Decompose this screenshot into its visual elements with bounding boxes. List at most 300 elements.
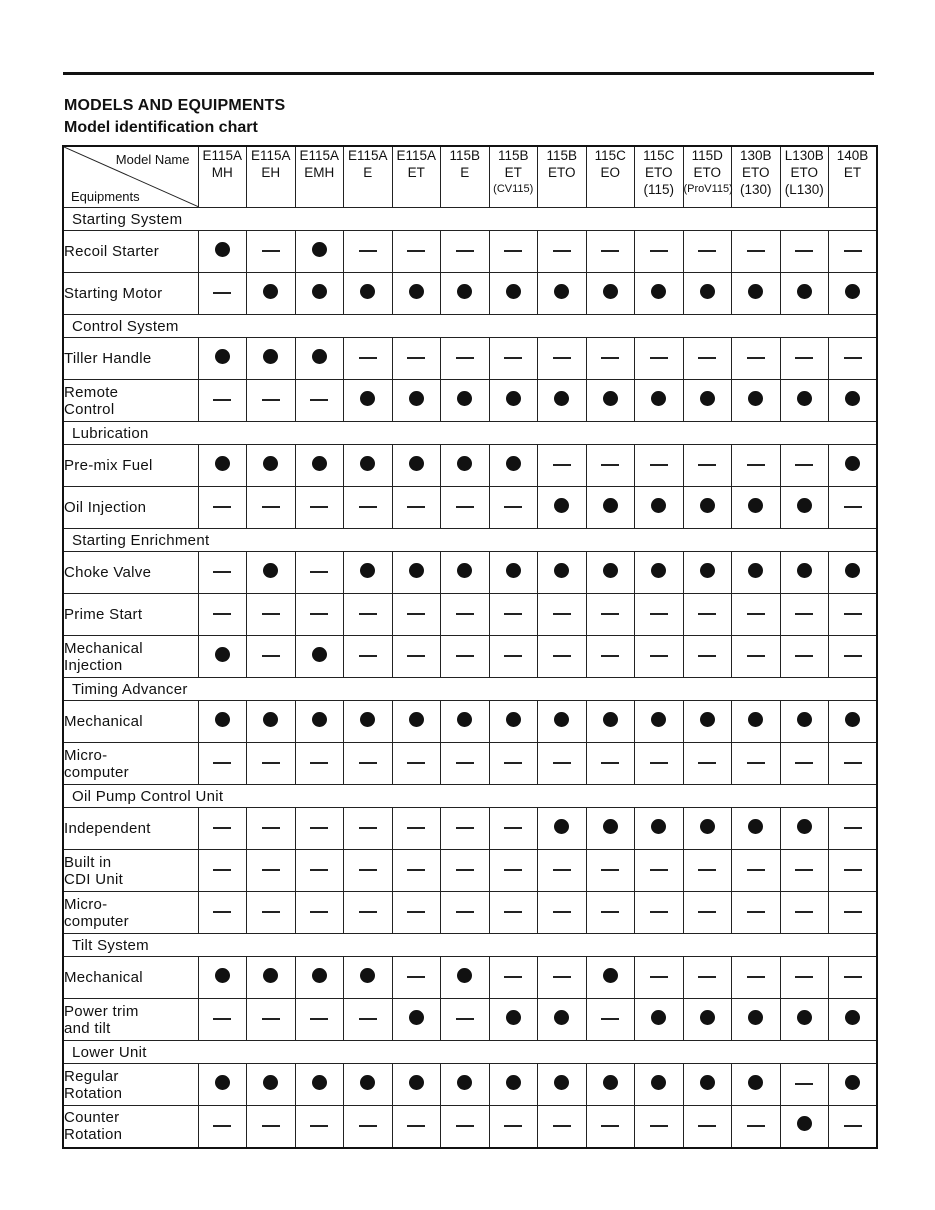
equipment-cell	[635, 273, 684, 315]
not-equipped-dash-icon	[504, 655, 522, 657]
section-title: Timing Advancer	[63, 678, 877, 701]
equipped-dot-icon	[845, 1075, 860, 1090]
equipment-cell	[295, 999, 344, 1041]
equipment-cell	[732, 892, 781, 934]
equipment-row	[63, 1106, 877, 1148]
equipment-row	[63, 338, 877, 380]
equipped-dot-icon	[748, 1075, 763, 1090]
equipped-dot-icon	[215, 647, 230, 662]
equipment-cell	[635, 338, 684, 380]
equipment-row	[63, 636, 877, 678]
equipment-cell	[780, 892, 829, 934]
equipment-cell	[247, 1106, 296, 1148]
equipment-cell	[295, 892, 344, 934]
not-equipped-dash-icon	[747, 976, 765, 978]
equipment-cell	[732, 808, 781, 850]
equipment-cell	[829, 445, 878, 487]
equipment-cell	[732, 701, 781, 743]
equipment-label	[63, 1106, 198, 1148]
equipment-cell	[392, 338, 441, 380]
equipped-dot-icon	[312, 284, 327, 299]
not-equipped-dash-icon	[310, 827, 328, 829]
not-equipped-dash-icon	[747, 1125, 765, 1127]
equipped-dot-icon	[603, 563, 618, 578]
equipment-cell	[198, 273, 247, 315]
equipped-dot-icon	[603, 498, 618, 513]
equipment-cell	[732, 1064, 781, 1106]
not-equipped-dash-icon	[553, 250, 571, 252]
equipment-label	[63, 743, 198, 785]
equipment-label-line: Mechanical	[64, 639, 143, 657]
equipment-cell	[489, 380, 538, 422]
equipment-cell	[489, 487, 538, 529]
model-name-line: EMH	[304, 165, 335, 180]
equipped-dot-icon	[651, 819, 666, 834]
equipment-cell	[247, 338, 296, 380]
not-equipped-dash-icon	[407, 762, 425, 764]
equipment-cell	[635, 808, 684, 850]
equipment-label	[63, 380, 198, 422]
equipment-cell	[344, 636, 393, 678]
not-equipped-dash-icon	[698, 464, 716, 466]
equipped-dot-icon	[263, 456, 278, 471]
section-row	[63, 1041, 877, 1064]
not-equipped-dash-icon	[553, 464, 571, 466]
not-equipped-dash-icon	[747, 655, 765, 657]
model-header-7	[489, 146, 538, 208]
equipment-cell	[441, 850, 490, 892]
model-header-1	[198, 146, 247, 208]
not-equipped-dash-icon	[456, 911, 474, 913]
not-equipped-dash-icon	[359, 1018, 377, 1020]
equipped-dot-icon	[797, 712, 812, 727]
not-equipped-dash-icon	[213, 1125, 231, 1127]
not-equipped-dash-icon	[844, 613, 862, 615]
not-equipped-dash-icon	[698, 1125, 716, 1127]
model-header-5	[392, 146, 441, 208]
page-title: MODELS AND EQUIPMENTS	[64, 97, 286, 114]
equipment-label	[63, 487, 198, 529]
equipped-dot-icon	[748, 498, 763, 513]
not-equipped-dash-icon	[553, 869, 571, 871]
equipment-cell	[732, 231, 781, 273]
equipment-label	[63, 1064, 198, 1106]
not-equipped-dash-icon	[601, 464, 619, 466]
equipment-cell	[732, 445, 781, 487]
equipment-label-line: Pre-mix Fuel	[64, 457, 153, 474]
equipment-cell	[392, 957, 441, 999]
not-equipped-dash-icon	[747, 911, 765, 913]
not-equipped-dash-icon	[504, 911, 522, 913]
equipment-row	[63, 808, 877, 850]
equipment-row	[63, 1064, 877, 1106]
not-equipped-dash-icon	[747, 250, 765, 252]
equipment-cell	[635, 231, 684, 273]
equipment-cell	[344, 445, 393, 487]
equipped-dot-icon	[554, 1075, 569, 1090]
equipment-cell	[635, 636, 684, 678]
equipment-cell	[295, 808, 344, 850]
equipment-cell	[780, 552, 829, 594]
not-equipped-dash-icon	[698, 357, 716, 359]
not-equipped-dash-icon	[504, 762, 522, 764]
not-equipped-dash-icon	[359, 869, 377, 871]
not-equipped-dash-icon	[504, 1125, 522, 1127]
equipped-dot-icon	[554, 284, 569, 299]
equipped-dot-icon	[797, 1010, 812, 1025]
equipment-cell	[732, 636, 781, 678]
model-name-line: (115)	[643, 182, 674, 197]
equipped-dot-icon	[312, 968, 327, 983]
header-corner-cell	[63, 146, 198, 208]
equipped-dot-icon	[263, 968, 278, 983]
equipment-cell	[295, 594, 344, 636]
not-equipped-dash-icon	[456, 762, 474, 764]
equipped-dot-icon	[312, 1075, 327, 1090]
not-equipped-dash-icon	[795, 976, 813, 978]
equipment-cell	[392, 808, 441, 850]
equipment-label-line: Built in	[64, 853, 112, 871]
equipment-cell	[489, 743, 538, 785]
equipment-cell	[780, 445, 829, 487]
model-name-line: ET	[504, 165, 522, 180]
model-name-line: 140B	[836, 148, 869, 163]
not-equipped-dash-icon	[553, 976, 571, 978]
equipment-cell	[683, 743, 732, 785]
not-equipped-dash-icon	[262, 762, 280, 764]
not-equipped-dash-icon	[601, 613, 619, 615]
equipped-dot-icon	[215, 712, 230, 727]
equipment-cell	[392, 231, 441, 273]
not-equipped-dash-icon	[359, 613, 377, 615]
equipment-cell	[392, 636, 441, 678]
model-name-line: ET	[407, 165, 425, 180]
equipment-cell	[247, 636, 296, 678]
equipped-dot-icon	[312, 647, 327, 662]
not-equipped-dash-icon	[504, 357, 522, 359]
equipment-cell	[635, 445, 684, 487]
not-equipped-dash-icon	[359, 250, 377, 252]
not-equipped-dash-icon	[213, 869, 231, 871]
not-equipped-dash-icon	[456, 827, 474, 829]
equipped-dot-icon	[845, 563, 860, 578]
equipped-dot-icon	[748, 819, 763, 834]
equipment-cell	[489, 594, 538, 636]
equipment-cell	[441, 445, 490, 487]
not-equipped-dash-icon	[310, 399, 328, 401]
not-equipped-dash-icon	[601, 1018, 619, 1020]
equipped-dot-icon	[748, 563, 763, 578]
equipment-label	[63, 808, 198, 850]
equipment-cell	[392, 999, 441, 1041]
equipment-cell	[683, 850, 732, 892]
equipment-cell	[295, 487, 344, 529]
model-name-line: E	[460, 165, 470, 180]
equipment-cell	[198, 487, 247, 529]
equipment-cell	[441, 701, 490, 743]
equipment-cell	[489, 273, 538, 315]
model-name-line: ET	[843, 165, 862, 180]
equipped-dot-icon	[312, 242, 327, 257]
equipped-dot-icon	[360, 284, 375, 299]
equipment-row	[63, 231, 877, 273]
equipment-cell	[538, 273, 587, 315]
equipment-label	[63, 850, 198, 892]
model-name-line: ETO	[741, 165, 770, 180]
equipment-cell	[586, 999, 635, 1041]
equipment-cell	[198, 1106, 247, 1148]
model-name-line: (CV115)	[493, 183, 534, 195]
equipment-cell	[247, 743, 296, 785]
equipped-dot-icon	[360, 712, 375, 727]
model-name-line: E	[363, 165, 373, 180]
equipment-cell	[586, 1064, 635, 1106]
equipment-cell	[538, 743, 587, 785]
not-equipped-dash-icon	[650, 911, 668, 913]
not-equipped-dash-icon	[553, 762, 571, 764]
equipment-cell	[198, 594, 247, 636]
equipment-row	[63, 594, 877, 636]
equipment-cell	[392, 1064, 441, 1106]
equipment-cell	[295, 380, 344, 422]
equipment-row	[63, 445, 877, 487]
chart-subtitle: Model identification chart	[64, 119, 258, 136]
model-name-line: ETO	[790, 165, 818, 180]
model-header-12	[732, 146, 781, 208]
not-equipped-dash-icon	[213, 571, 231, 573]
equipment-label-line: Oil Injection	[64, 499, 147, 516]
equipment-cell	[344, 231, 393, 273]
equipment-label	[63, 636, 198, 678]
not-equipped-dash-icon	[601, 762, 619, 764]
not-equipped-dash-icon	[262, 869, 280, 871]
not-equipped-dash-icon	[650, 762, 668, 764]
equipped-dot-icon	[215, 1075, 230, 1090]
equipment-cell	[538, 636, 587, 678]
equipment-label-line: computer	[64, 912, 129, 930]
equipment-cell	[344, 487, 393, 529]
equipment-label-line: CDI Unit	[64, 870, 124, 888]
equipment-cell	[635, 594, 684, 636]
equipment-cell	[635, 487, 684, 529]
not-equipped-dash-icon	[844, 869, 862, 871]
equipped-dot-icon	[215, 349, 230, 364]
equipped-dot-icon	[457, 712, 472, 727]
not-equipped-dash-icon	[310, 869, 328, 871]
equipment-cell	[683, 552, 732, 594]
equipped-dot-icon	[651, 391, 666, 406]
equipment-cell	[198, 743, 247, 785]
not-equipped-dash-icon	[844, 827, 862, 829]
equipment-cell	[489, 338, 538, 380]
equipped-dot-icon	[409, 712, 424, 727]
equipment-cell	[780, 231, 829, 273]
not-equipped-dash-icon	[504, 250, 522, 252]
equipment-label	[63, 957, 198, 999]
equipment-cell	[732, 957, 781, 999]
equipped-dot-icon	[603, 819, 618, 834]
equipped-dot-icon	[409, 563, 424, 578]
equipment-cell	[295, 445, 344, 487]
not-equipped-dash-icon	[601, 1125, 619, 1127]
equipment-cell	[780, 743, 829, 785]
not-equipped-dash-icon	[795, 869, 813, 871]
equipped-dot-icon	[215, 242, 230, 257]
equipment-label-line: computer	[64, 763, 129, 781]
equipment-label-line: Prime Start	[64, 606, 143, 623]
equipped-dot-icon	[457, 284, 472, 299]
equipment-cell	[829, 1064, 878, 1106]
equipment-cell	[295, 957, 344, 999]
equipment-cell	[732, 380, 781, 422]
equipment-label-line: Remote	[64, 383, 119, 401]
not-equipped-dash-icon	[407, 827, 425, 829]
equipped-dot-icon	[554, 563, 569, 578]
not-equipped-dash-icon	[844, 762, 862, 764]
equipment-cell	[198, 892, 247, 934]
model-name-label: Model Name	[115, 152, 190, 167]
not-equipped-dash-icon	[650, 976, 668, 978]
model-name-line: EH	[261, 165, 281, 180]
section-row	[63, 208, 877, 231]
not-equipped-dash-icon	[795, 655, 813, 657]
equipment-label	[63, 552, 198, 594]
equipment-cell	[586, 338, 635, 380]
not-equipped-dash-icon	[456, 1125, 474, 1127]
equipment-cell	[441, 957, 490, 999]
equipped-dot-icon	[263, 563, 278, 578]
equipped-dot-icon	[603, 1075, 618, 1090]
equipment-label	[63, 231, 198, 273]
model-header-11	[683, 146, 732, 208]
not-equipped-dash-icon	[698, 762, 716, 764]
not-equipped-dash-icon	[698, 976, 716, 978]
equipment-cell	[392, 273, 441, 315]
equipment-cell	[489, 445, 538, 487]
equipment-label-line: Power trim	[64, 1002, 139, 1020]
equipment-cell	[538, 338, 587, 380]
equipment-cell	[489, 850, 538, 892]
equipped-dot-icon	[409, 1010, 424, 1025]
equipment-cell	[732, 487, 781, 529]
model-header-9	[586, 146, 635, 208]
equipment-label-line: Mechanical	[64, 969, 143, 986]
not-equipped-dash-icon	[795, 464, 813, 466]
equipment-cell	[586, 808, 635, 850]
equipment-cell	[683, 273, 732, 315]
equipped-dot-icon	[554, 1010, 569, 1025]
equipment-cell	[829, 701, 878, 743]
equipped-dot-icon	[700, 819, 715, 834]
equipment-cell	[829, 999, 878, 1041]
equipment-cell	[829, 957, 878, 999]
equipment-label-line: Micro-	[64, 895, 108, 913]
equipment-label-line: Counter	[64, 1109, 120, 1127]
equipment-cell	[198, 850, 247, 892]
equipment-cell	[538, 850, 587, 892]
model-header-14	[829, 146, 878, 208]
equipment-cell	[683, 338, 732, 380]
equipment-label-line: Rotation	[64, 1126, 123, 1144]
equipment-cell	[829, 552, 878, 594]
not-equipped-dash-icon	[601, 357, 619, 359]
equipment-cell	[392, 892, 441, 934]
equipment-label	[63, 338, 198, 380]
model-name-line: E115A	[250, 148, 291, 163]
not-equipped-dash-icon	[213, 762, 231, 764]
model-name-line: 115C	[594, 148, 626, 163]
equipment-cell	[295, 231, 344, 273]
not-equipped-dash-icon	[407, 506, 425, 508]
equipment-cell	[732, 338, 781, 380]
equipped-dot-icon	[506, 284, 521, 299]
equipment-cell	[295, 636, 344, 678]
equipment-cell	[247, 445, 296, 487]
model-name-line: 115B	[546, 148, 578, 163]
equipment-cell	[489, 636, 538, 678]
equipment-row	[63, 380, 877, 422]
not-equipped-dash-icon	[553, 655, 571, 657]
equipment-cell	[683, 808, 732, 850]
equipment-cell	[392, 594, 441, 636]
not-equipped-dash-icon	[262, 250, 280, 252]
equipment-row	[63, 487, 877, 529]
equipment-cell	[295, 1064, 344, 1106]
not-equipped-dash-icon	[844, 357, 862, 359]
equipment-label	[63, 445, 198, 487]
equipped-dot-icon	[457, 968, 472, 983]
equipped-dot-icon	[700, 563, 715, 578]
equipment-label-line: Control	[64, 400, 115, 418]
equipment-cell	[586, 957, 635, 999]
equipment-cell	[344, 594, 393, 636]
equipped-dot-icon	[312, 349, 327, 364]
section-row	[63, 529, 877, 552]
equipment-cell	[247, 892, 296, 934]
equipment-cell	[829, 1106, 878, 1148]
equipment-cell	[198, 380, 247, 422]
equipment-cell	[198, 552, 247, 594]
equipment-row	[63, 999, 877, 1041]
not-equipped-dash-icon	[310, 506, 328, 508]
equipment-cell	[441, 1064, 490, 1106]
equipped-dot-icon	[845, 456, 860, 471]
not-equipped-dash-icon	[650, 869, 668, 871]
not-equipped-dash-icon	[310, 762, 328, 764]
equipment-cell	[538, 892, 587, 934]
not-equipped-dash-icon	[601, 250, 619, 252]
not-equipped-dash-icon	[262, 911, 280, 913]
equipped-dot-icon	[263, 1075, 278, 1090]
model-name-line: E115A	[347, 148, 388, 163]
equipment-cell	[198, 808, 247, 850]
equipment-label-line: Rotation	[64, 1084, 123, 1102]
section-row	[63, 785, 877, 808]
equipped-dot-icon	[360, 563, 375, 578]
not-equipped-dash-icon	[262, 399, 280, 401]
equipment-cell	[829, 594, 878, 636]
equipment-cell	[247, 552, 296, 594]
equipment-cell	[489, 808, 538, 850]
equipment-cell	[635, 1106, 684, 1148]
equipment-cell	[247, 380, 296, 422]
equipment-label	[63, 999, 198, 1041]
model-name-line: ETO	[693, 165, 721, 180]
equipment-cell	[441, 273, 490, 315]
equipment-cell	[198, 1064, 247, 1106]
equipment-cell	[295, 552, 344, 594]
model-name-line: E115A	[299, 148, 340, 163]
